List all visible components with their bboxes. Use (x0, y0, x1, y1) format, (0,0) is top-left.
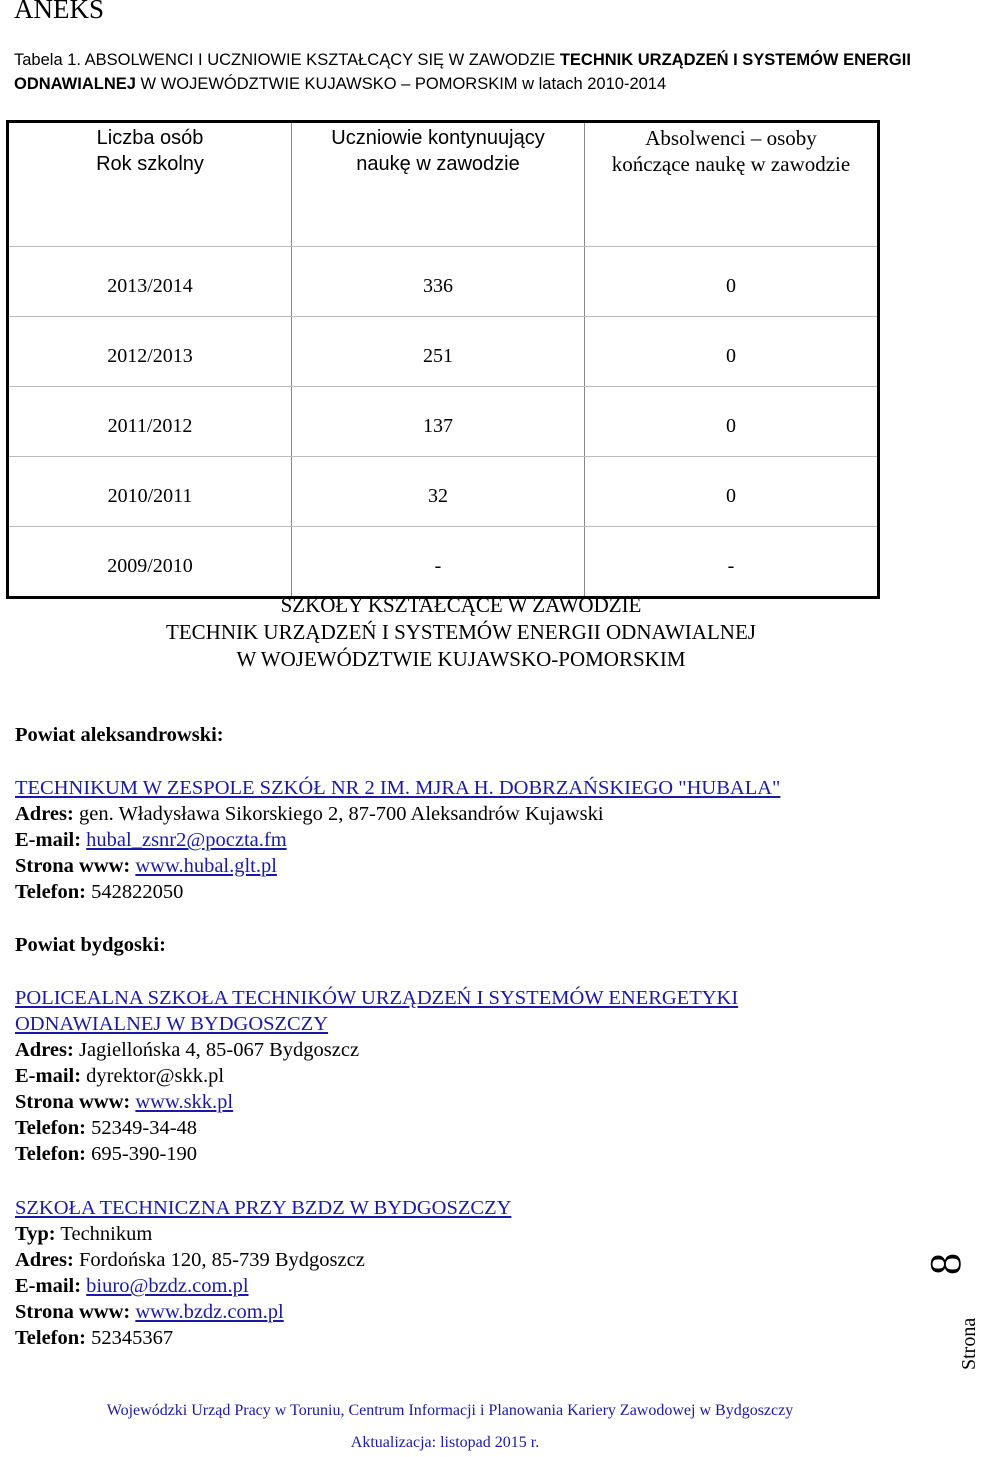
table-row (8, 387, 879, 457)
phone-label: Telefon: (15, 881, 86, 903)
cell-graduates: 0 (585, 247, 879, 317)
header-students-line2: naukę w zawodzie (356, 153, 520, 175)
school-type: Technikum (55, 1223, 153, 1245)
cell-year: 2010/2011 (8, 457, 292, 527)
statistics-table (6, 120, 880, 599)
caption-part1: Tabela 1. ABSOLWENCI I UCZNIOWIE KSZTAŁCĄCY SIĘ W ZAWODZIE (14, 51, 560, 69)
cell-year: 2012/2013 (8, 317, 292, 387)
cell-students: - (292, 527, 585, 598)
footer-institution: Wojewódzki Urząd Pracy w Toruniu, Centrum Informacji i Planowania Kariery Zawodowej w Bydgoszczy (106, 1402, 794, 1419)
cell-graduates: 0 (585, 387, 879, 457)
table-row (8, 317, 879, 387)
district-bydgoski (15, 932, 166, 958)
header-students-line1: Uczniowie kontynuujący (331, 127, 545, 149)
address-label: Adres: (15, 1249, 74, 1271)
school-phone: 52345367 (86, 1327, 174, 1349)
header-graduates-line1: Absolwenci – osoby (645, 126, 817, 150)
district-title: Powiat aleksandrowski: (15, 724, 224, 746)
caption-part3: W WOJEWÓDZTWIE KUJAWSKO – POMORSKIM w latach 2010-2014 (135, 75, 667, 93)
section-title (0, 592, 922, 673)
heading-aneks: ANEKS (14, 0, 105, 24)
cell-graduates: 0 (585, 317, 879, 387)
www-label: Strona www: (15, 1091, 131, 1113)
address-label: Adres: (15, 1039, 74, 1061)
school-name-link-line2[interactable]: ODNAWIALNEJ W BYDGOSZCZY (15, 1013, 329, 1035)
email-label: E-mail: (15, 1275, 82, 1297)
section-title-line1: SZKOŁY KSZTAŁCĄCE W ZAWODZIE (280, 593, 642, 617)
caption-profession: TECHNIK URZĄDZEŃ I SYSTEMÓW ENERGII ODNAWIALNEJ (14, 51, 911, 93)
email-label: E-mail: (15, 829, 82, 851)
email-label: E-mail: (15, 1065, 82, 1087)
website-link[interactable]: www.hubal.glt.pl (135, 855, 277, 877)
phone-label: Telefon: (15, 1327, 86, 1349)
table-header-row (8, 122, 879, 247)
table-row (8, 527, 879, 598)
school-address: gen. Władysława Sikorskiego 2, 87-700 Aleksandrów Kujawski (73, 803, 604, 825)
www-label: Strona www: (15, 855, 131, 877)
header-year-line1: Liczba osób (96, 127, 204, 149)
district-aleksandrowski (15, 722, 224, 748)
district-title: Powiat bydgoski: (15, 934, 166, 956)
email-link[interactable]: hubal_zsnr2@poczta.fm (86, 829, 287, 851)
table-row (8, 247, 879, 317)
www-label: Strona www: (15, 1301, 131, 1323)
page-number: 8 (921, 1253, 970, 1275)
cell-graduates: - (585, 527, 879, 598)
table-row (8, 457, 879, 527)
school-entry (15, 1195, 511, 1351)
school-address: Fordońska 120, 85-739 Bydgoszcz (73, 1249, 365, 1271)
school-name-link[interactable]: TECHNIKUM W ZESPOLE SZKÓŁ NR 2 IM. MJRA H. DOBRZAŃSKIEGO "HUBALA" (15, 777, 781, 799)
school-name-link[interactable]: SZKOŁA TECHNICZNA PRZY BZDZ W BYDGOSZCZY (15, 1197, 512, 1219)
school-phone: 52349-34-48 (86, 1117, 198, 1139)
cell-year: 2011/2012 (8, 387, 292, 457)
header-year-line2: Rok szkolny (96, 153, 204, 175)
footer-update: Aktualizacja: listopad 2015 r. (350, 1434, 540, 1451)
school-entry (15, 775, 780, 905)
cell-year: 2013/2014 (8, 247, 292, 317)
phone-label: Telefon: (15, 1117, 86, 1139)
email-link[interactable]: biuro@bzdz.com.pl (86, 1275, 249, 1297)
header-students (292, 122, 585, 247)
school-name-link[interactable]: POLICEALNA SZKOŁA TECHNIKÓW URZĄDZEŃ I SYSTEMÓW ENERGETYKI (15, 987, 739, 1009)
address-label: Adres: (15, 803, 74, 825)
phone-label: Telefon: (15, 1143, 86, 1165)
header-graduates (585, 122, 879, 247)
cell-graduates: 0 (585, 457, 879, 527)
cell-students: 336 (292, 247, 585, 317)
school-phone: 542822050 (86, 881, 184, 903)
website-link[interactable]: www.skk.pl (135, 1091, 234, 1113)
type-label: Typ: (15, 1223, 56, 1245)
cell-students: 32 (292, 457, 585, 527)
header-year (8, 122, 292, 247)
cell-students: 137 (292, 387, 585, 457)
school-address: Jagiellońska 4, 85-067 Bydgoszcz (73, 1039, 360, 1061)
school-phone-2: 695-390-190 (86, 1143, 198, 1165)
table-caption (14, 48, 914, 96)
page-word: Strona (958, 1317, 980, 1370)
cell-year: 2009/2010 (8, 527, 292, 598)
website-link[interactable]: www.bzdz.com.pl (135, 1301, 284, 1323)
section-title-line3: W WOJEWÓDZTWIE KUJAWSKO-POMORSKIM (236, 647, 686, 671)
school-entry (15, 985, 738, 1167)
school-email: dyrektor@skk.pl (81, 1065, 225, 1087)
header-graduates-line2: kończące naukę w zawodzie (611, 152, 851, 176)
cell-students: 251 (292, 317, 585, 387)
section-title-line2: TECHNIK URZĄDZEŃ I SYSTEMÓW ENERGII ODNAWIALNEJ (166, 620, 756, 644)
